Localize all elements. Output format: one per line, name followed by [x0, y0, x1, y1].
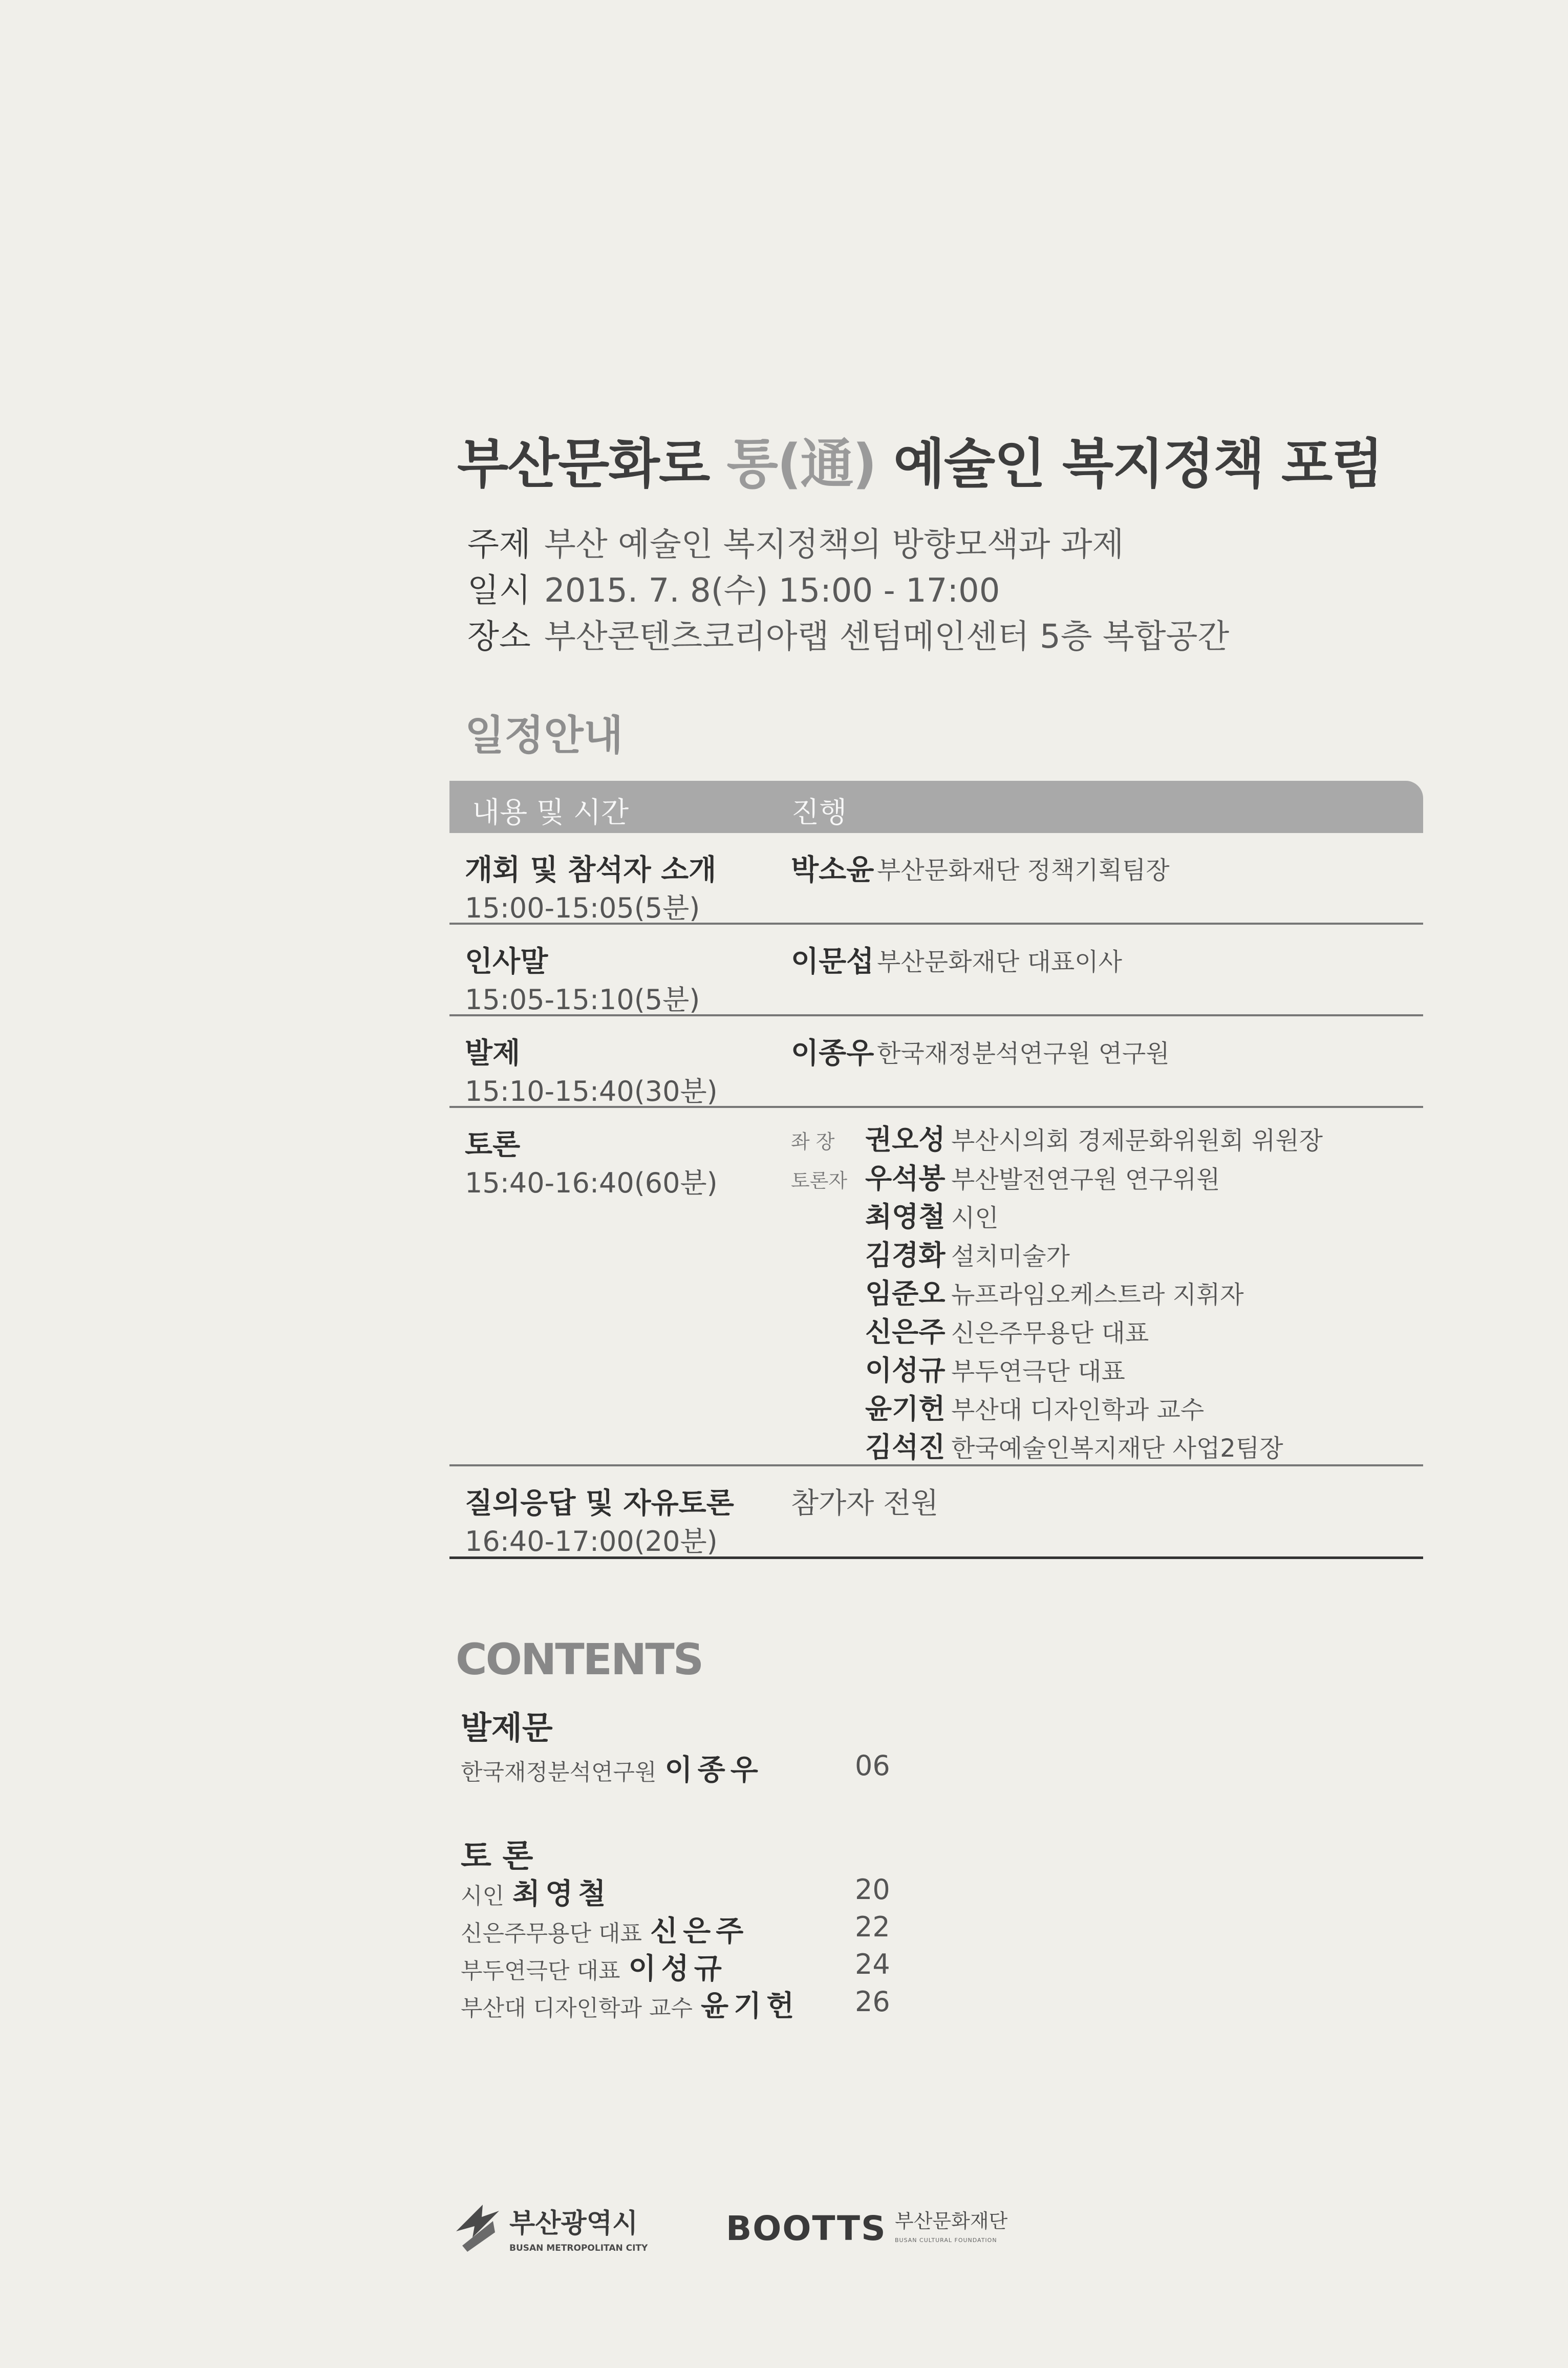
participant-role: 한국예술인복지재단 사업2팀장	[951, 1434, 1283, 1463]
row-person: 이문섭	[791, 945, 874, 978]
toc-item	[461, 1983, 896, 2023]
logo1-korean: 부산광역시	[509, 2208, 638, 2239]
toc-name: 최영철	[512, 1878, 611, 1911]
title-part1: 부산문화로	[457, 433, 727, 495]
row-role: 한국재정분석연구원 연구원	[877, 1039, 1170, 1068]
title-part2: 예술인 복지정책 포럼	[876, 433, 1382, 495]
schedule-row	[449, 1466, 1423, 1559]
info-key: 장소	[467, 618, 531, 656]
toc-page: 24	[855, 1948, 890, 1980]
participant-name: 김석진	[865, 1431, 946, 1463]
toc-page: 20	[855, 1873, 890, 1906]
toc-name: 윤기헌	[701, 1990, 800, 2023]
toc-name: 이종우	[664, 1754, 763, 1787]
schedule-row	[449, 833, 1423, 925]
discussion-participant	[791, 1349, 1415, 1388]
row-time: 15:40-16:40(60분)	[465, 1167, 718, 1199]
participant-role: 시인	[951, 1204, 999, 1232]
info-value: 2015. 7. 8(수) 15:00 - 17:00	[544, 572, 1000, 610]
toc-page: 06	[855, 1750, 890, 1782]
participant-role: 뉴프라임오케스트라 지휘자	[951, 1281, 1244, 1309]
discussion-participant	[791, 1118, 1415, 1157]
toc-affiliation: 부산대 디자인학과 교수	[461, 1995, 693, 2021]
contents-section-title: 토 론	[461, 1837, 533, 1874]
toc-page: 22	[855, 1911, 890, 1943]
logo1-english: BUSAN METROPOLITAN CITY	[509, 2243, 648, 2253]
busan-city-emblem-icon	[456, 2205, 499, 2252]
participant-role: 부산시의회 경제문화위원회 위원장	[951, 1126, 1323, 1155]
row-time: 16:40-17:00(20분)	[465, 1525, 718, 1558]
busan-city-logo	[452, 2201, 667, 2257]
row-name: 발제	[465, 1037, 521, 1070]
toc-name: 신은주	[650, 1915, 749, 1948]
discussion-participant	[791, 1233, 1415, 1272]
row-role: 부산문화재단 정책기획팀장	[877, 856, 1170, 885]
participant-name: 김경화	[865, 1239, 946, 1271]
participant-role: 설치미술가	[951, 1242, 1070, 1271]
toc-affiliation: 한국재정분석연구원	[461, 1759, 657, 1785]
participant-name: 임준오	[865, 1277, 946, 1310]
participant-label: 토론자	[791, 1169, 848, 1192]
toc-name: 이성규	[628, 1952, 727, 1986]
participant-name: 신은주	[865, 1316, 946, 1348]
schedule-title: 일정안내	[465, 712, 624, 759]
discussion-participant	[791, 1272, 1415, 1311]
participant-label: 좌 장	[791, 1130, 835, 1153]
header-content-time: 내용 및 시간	[472, 796, 629, 829]
logo2-korean: 부산문화재단	[895, 2210, 1008, 2232]
logo2-english: BUSAN CULTURAL FOUNDATION	[895, 2237, 997, 2244]
schedule-row	[449, 925, 1423, 1016]
toc-page: 26	[855, 1986, 890, 2018]
info-value: 부산 예술인 복지정책의 방향모색과 과제	[544, 526, 1124, 564]
discussion-participant	[791, 1387, 1415, 1426]
forum-title	[457, 421, 1382, 498]
row-person: 박소윤	[791, 854, 874, 887]
toc-affiliation: 시인	[461, 1883, 505, 1909]
schedule-row	[449, 1016, 1423, 1108]
row-role: 부산문화재단 대표이사	[877, 948, 1122, 976]
participant-name: 이성규	[865, 1354, 946, 1386]
info-venue	[467, 610, 1229, 657]
toc-item	[461, 1946, 896, 1986]
discussion-participant	[791, 1157, 1415, 1196]
toc-affiliation: 부두연극단 대표	[461, 1958, 620, 1984]
row-name: 토론	[465, 1128, 521, 1162]
toc-item	[461, 1909, 896, 1946]
row-participants: 참가자 전원	[791, 1487, 939, 1520]
discussion-participant	[791, 1195, 1415, 1234]
info-datetime	[467, 564, 1000, 611]
info-key: 일시	[467, 572, 531, 610]
participant-name: 우석봉	[865, 1162, 946, 1194]
participant-role: 신은주무용단 대표	[951, 1319, 1149, 1348]
discussion-participant	[791, 1310, 1415, 1349]
toc-item	[461, 1747, 896, 1787]
header-host: 진행	[791, 796, 847, 829]
contents-section-title: 발제문	[461, 1709, 553, 1746]
info-value: 부산콘텐츠코리아랩 센텀메인센터 5층 복합공간	[544, 618, 1230, 656]
row-name: 개회 및 참석자 소개	[465, 854, 717, 887]
toc-item	[461, 1871, 896, 1911]
row-name: 인사말	[465, 945, 548, 978]
row-time: 15:00-15:05(5분)	[465, 892, 700, 924]
participant-name: 윤기헌	[865, 1393, 946, 1425]
row-time: 15:05-15:10(5분)	[465, 984, 700, 1016]
participant-name: 권오성	[865, 1123, 946, 1156]
row-time: 15:10-15:40(30분)	[465, 1075, 718, 1107]
info-topic	[467, 518, 1124, 565]
logo2-mark: BOOTTS	[726, 2209, 887, 2248]
participant-name: 최영철	[865, 1201, 946, 1233]
participant-role: 부산대 디자인학과 교수	[951, 1396, 1205, 1424]
title-tong: 통(通)	[726, 433, 876, 495]
schedule-table-header	[449, 781, 1423, 833]
participant-role: 부두연극단 대표	[951, 1357, 1125, 1386]
row-name: 질의응답 및 자유토론	[465, 1487, 734, 1520]
participant-role: 부산발전연구원 연구위원	[951, 1165, 1220, 1194]
discussion-participant	[791, 1425, 1415, 1464]
row-person: 이종우	[791, 1037, 874, 1070]
toc-affiliation: 신은주무용단 대표	[461, 1921, 642, 1947]
busan-cultural-foundation-logo	[726, 2204, 1033, 2255]
contents-title: CONTENTS	[456, 1634, 703, 1684]
info-key: 주제	[467, 526, 531, 564]
